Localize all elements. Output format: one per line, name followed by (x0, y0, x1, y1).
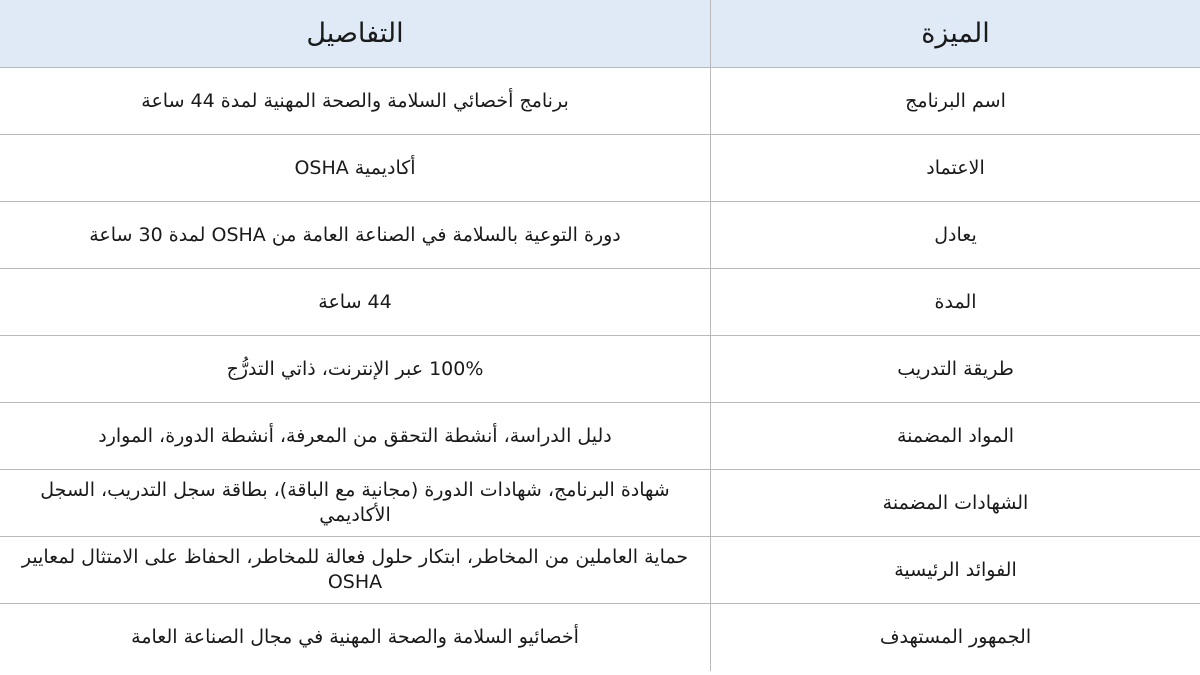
feature-label: المواد المضمنة (896, 424, 1015, 447)
feature-label: طريقة التدريب (897, 357, 1014, 380)
feature-label: الشهادات المضمنة (882, 491, 1029, 514)
feature-cell (710, 403, 1200, 469)
feature-cell (710, 537, 1200, 603)
feature-label: يعادل (934, 223, 977, 246)
feature-label: الجمهور المستهدف (879, 626, 1032, 649)
table-row (0, 336, 1200, 403)
details-text: أخصائيو السلامة والصحة المهنية في مجال الصناعة العامة (131, 626, 579, 649)
details-text: حماية العاملين من المخاطر، ابتكار حلول فعالة للمخاطر، الحفاظ على الامتثال لمعايير OSHA (21, 546, 689, 593)
table-row (0, 403, 1200, 470)
table-row (0, 537, 1200, 604)
details-cell (0, 135, 710, 201)
details-cell (0, 202, 710, 268)
feature-cell (710, 202, 1200, 268)
details-cell (0, 68, 710, 134)
details-text: أكاديمية OSHA (294, 156, 416, 179)
feature-cell (710, 135, 1200, 201)
feature-label: الفوائد الرئيسية (894, 558, 1017, 581)
details-cell (0, 537, 710, 603)
feature-cell (710, 470, 1200, 536)
feature-label: المدة (934, 290, 977, 313)
details-cell (0, 403, 710, 469)
table-header-row (0, 0, 1200, 68)
details-cell (0, 470, 710, 536)
feature-cell (710, 604, 1200, 671)
header-feature-cell (710, 0, 1200, 67)
details-text: 100% عبر الإنترنت، ذاتي التدرُّج (226, 357, 484, 380)
feature-cell (710, 336, 1200, 402)
feature-label: اسم البرنامج (905, 89, 1006, 112)
details-cell (0, 604, 710, 671)
table-row (0, 202, 1200, 269)
details-text: 44 ساعة (318, 290, 392, 313)
details-text: دليل الدراسة، أنشطة التحقق من المعرفة، أنشطة الدورة، الموارد (98, 424, 612, 447)
header-details-cell (0, 0, 710, 67)
table-row (0, 269, 1200, 336)
table-row (0, 68, 1200, 135)
table-row (0, 604, 1200, 671)
feature-label: الاعتماد (926, 156, 985, 179)
table-row (0, 470, 1200, 537)
header-details-label: التفاصيل (306, 18, 404, 49)
details-cell (0, 269, 710, 335)
header-feature-label: الميزة (921, 18, 990, 49)
feature-cell (710, 269, 1200, 335)
table-row (0, 135, 1200, 202)
details-text: دورة التوعية بالسلامة في الصناعة العامة من OSHA لمدة 30 ساعة (89, 223, 621, 246)
feature-cell (710, 68, 1200, 134)
details-text: برنامج أخصائي السلامة والصحة المهنية لمدة 44 ساعة (141, 89, 569, 112)
details-text: شهادة البرنامج، شهادات الدورة (مجانية مع الباقة)، بطاقة سجل التدريب، السجل الأكاديمي (40, 479, 670, 526)
details-cell (0, 336, 710, 402)
